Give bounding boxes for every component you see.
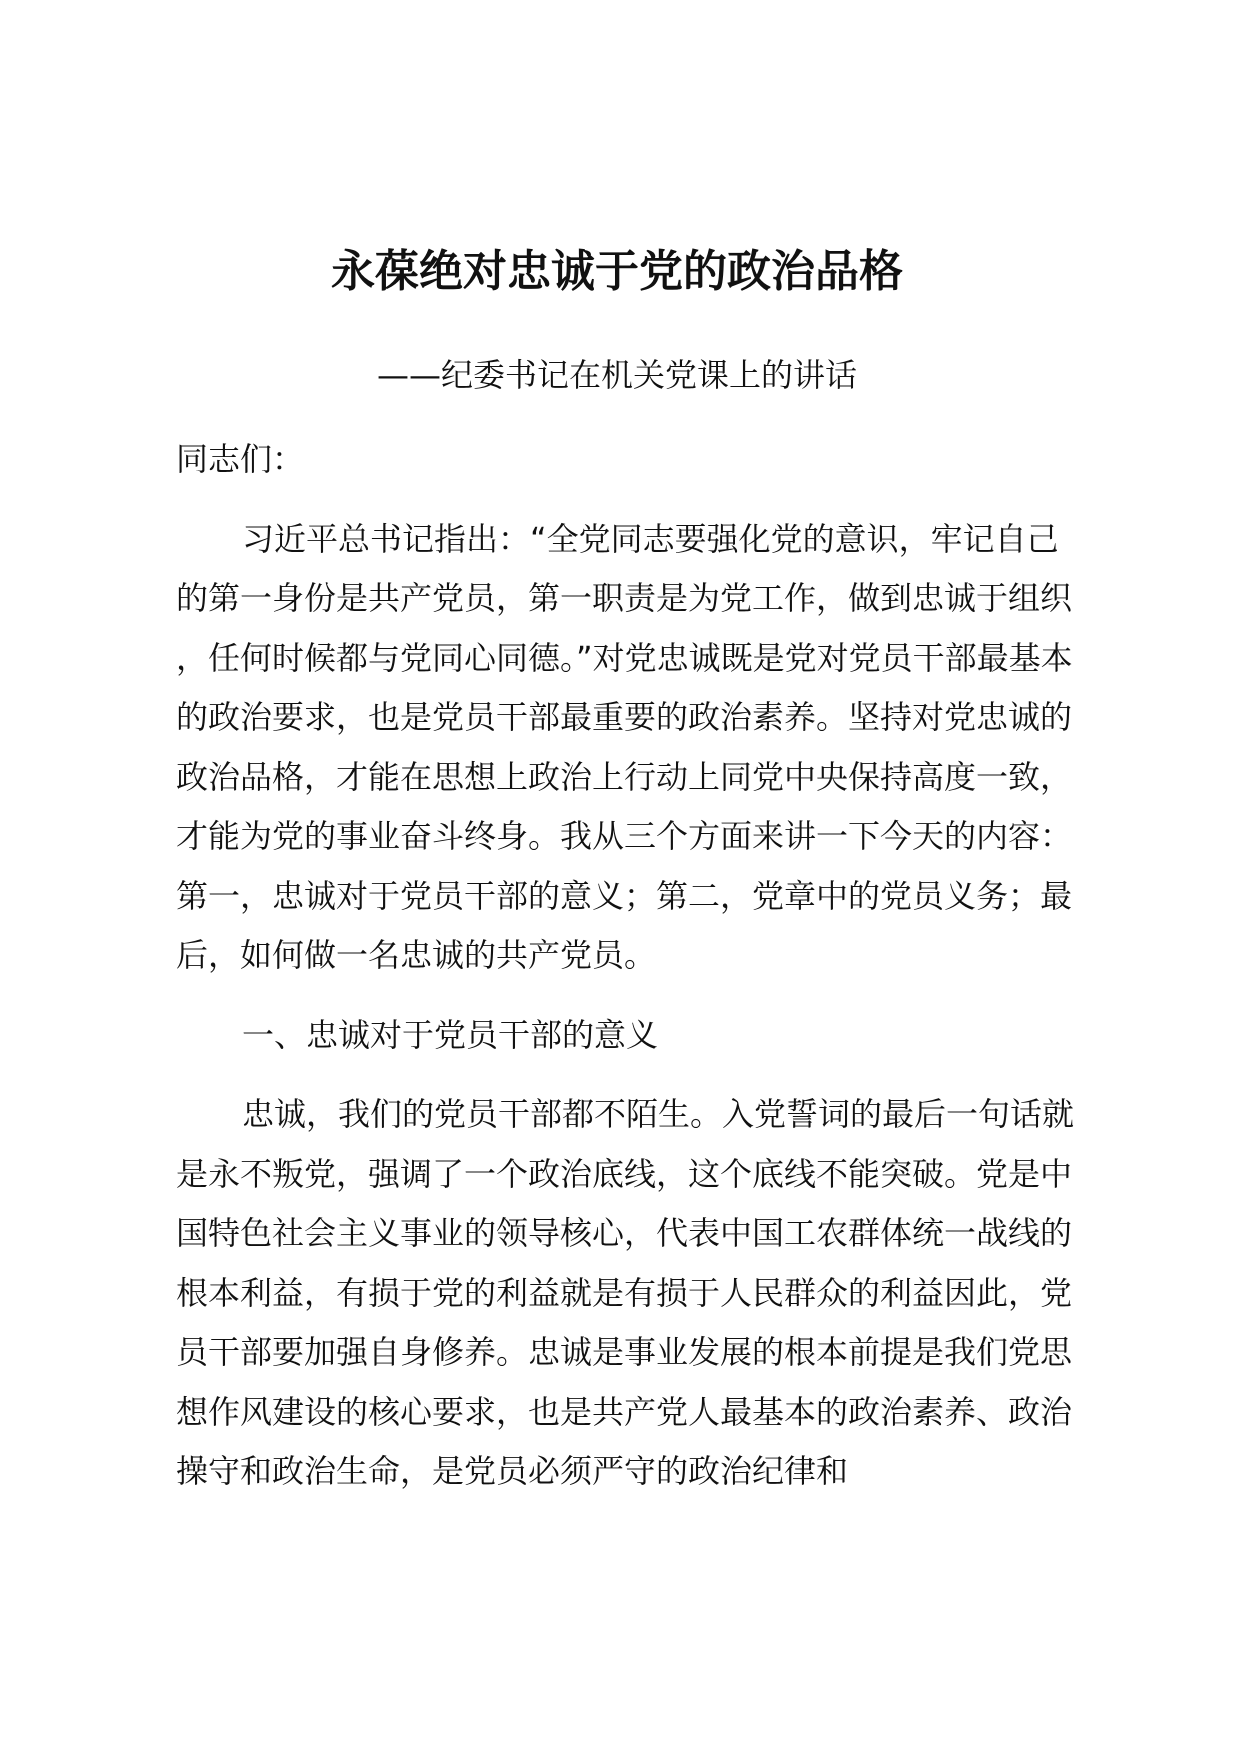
salutation: 同志们： [176, 440, 305, 478]
paragraph-intro: 习近平总书记指出：“全党同志要强化党的意识，牢记自己的第一身份是共产党员，第一职责是为党工作，做到忠诚于组织，任何时候都与党同心同德。”对党忠诚既是党对党员干部最基本的政治要求，也是党员干部最重要的政治素养。坚持对党忠诚的政治品格，才能在思想上政治上行动上同党中央保持高度一致，才能为党的事业奋斗终身。我从三个方面来讲一下今天的内容：第一，忠诚对于党员干部的意义；第二，党章中的党员义务；最后，如何做一名忠诚的共产党员。 [176, 519, 1073, 974]
document-title: 永葆绝对忠诚于党的政治品格 [331, 246, 903, 297]
document-subtitle: ——纪委书记在机关党课上的讲话 [376, 356, 857, 394]
document-body [176, 430, 1086, 1502]
paragraph-section-one: 忠诚，我们的党员干部都不陌生。入党誓词的最后一句话就是永不叛党，强调了一个政治底线，这个底线不能突破。党是中国特色社会主义事业的领导核心，代表中国工农群体统一战线的根本利益，有损于党的利益就是有损于人民群众的利益因此，党员干部要加强自身修养。忠诚是事业发展的根本前提是我们党思想作风建设的核心要求，也是共产党人最基本的政治素养、政治操守和政治生命，是党员必须严守的政治纪律和 [176, 1095, 1075, 1490]
section-heading: 一、忠诚对于党员干部的意义 [242, 1015, 659, 1054]
